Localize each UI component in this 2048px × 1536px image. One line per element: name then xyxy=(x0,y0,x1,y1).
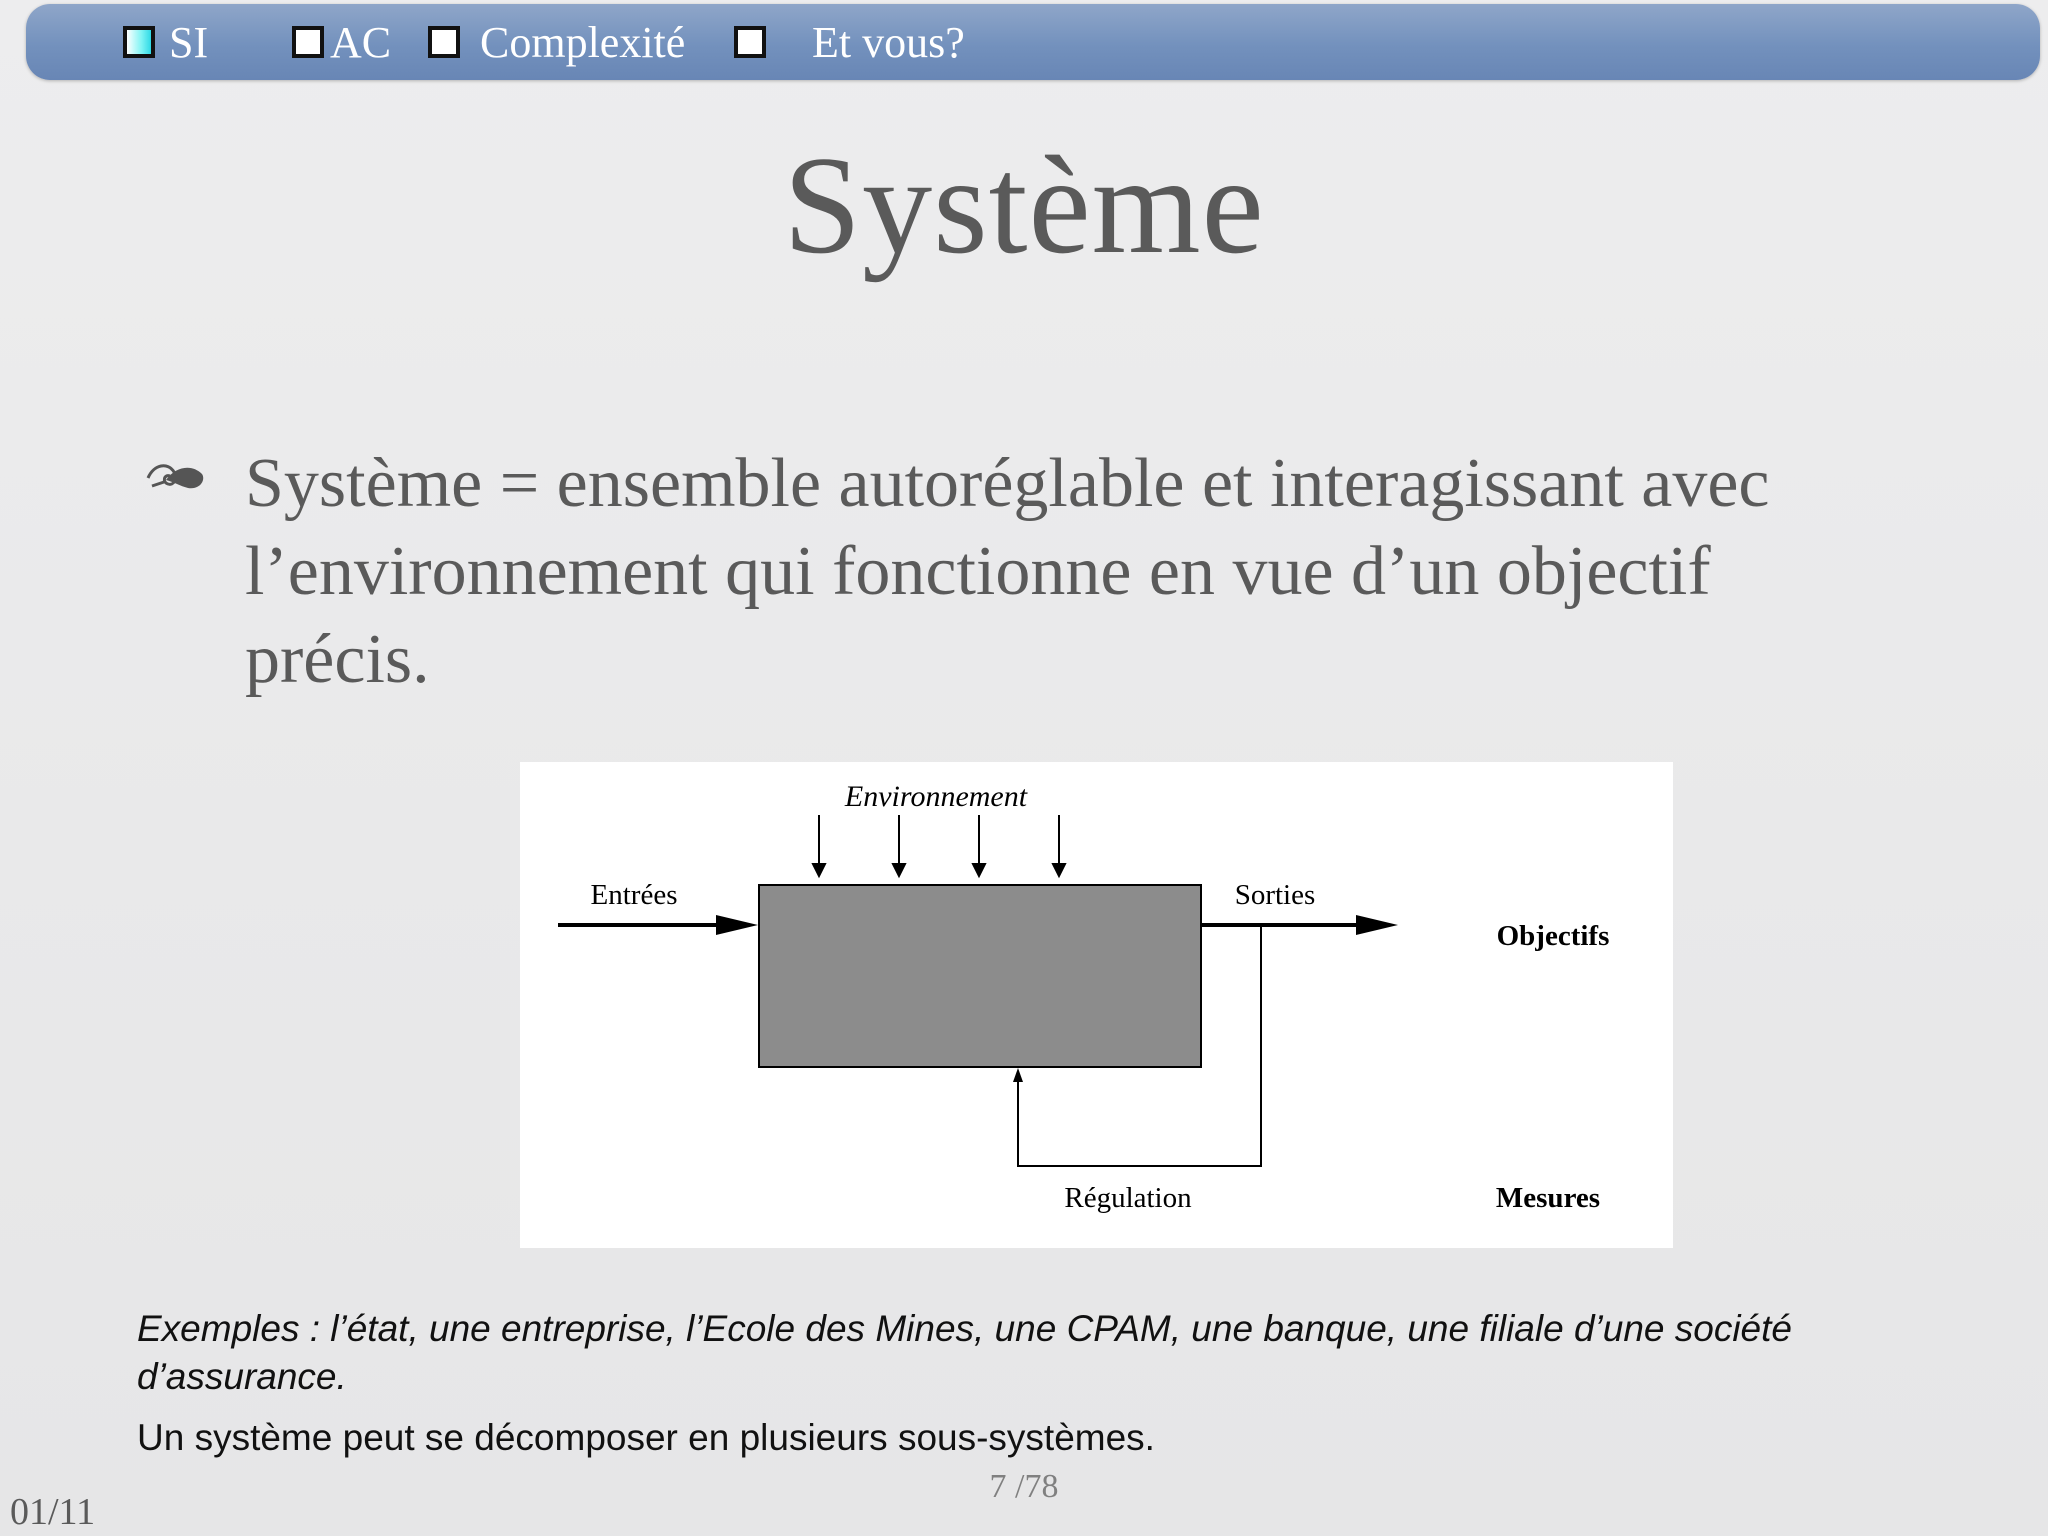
date-label: 01/11 xyxy=(10,1491,96,1533)
nav-item-complexite[interactable] xyxy=(428,17,686,67)
nav-label-complexite: Complexité xyxy=(480,17,686,67)
label-sorties: Sorties xyxy=(1234,879,1316,911)
label-mesures: Mesures xyxy=(1495,1182,1601,1214)
bullet-text: Système = ensemble autoréglable et interagissant avec l’environnement qui fonctionne en vue d’un objectif précis. xyxy=(245,445,1770,698)
label-entrees: Entrées xyxy=(590,879,678,911)
output-arrow-head xyxy=(1356,915,1398,935)
env-arrow-1-head xyxy=(813,864,825,876)
system-diagram-svg xyxy=(520,762,1673,1248)
nav-checkbox-et-vous[interactable] xyxy=(734,26,766,58)
nav-checkbox-complexite[interactable] xyxy=(428,26,460,58)
nav-label-si: SI xyxy=(169,17,209,67)
env-arrow-2-head xyxy=(893,864,905,876)
nav-item-si[interactable] xyxy=(123,17,209,67)
label-regulation: Régulation xyxy=(1064,1182,1192,1214)
nav-item-et-vous[interactable] xyxy=(734,17,965,67)
page-number: 7 /78 xyxy=(989,1468,1059,1505)
nav-label-et-vous: Et vous? xyxy=(812,17,965,67)
subsystems-note: Un système peut se décomposer en plusieurs sous-systèmes. xyxy=(137,1417,1155,1458)
nav-label-ac: AC xyxy=(330,17,392,67)
examples-text: Exemples : l’état, une entreprise, l’Ecole des Mines, une CPAM, une banque, une filiale d’une société d’assurance. xyxy=(137,1308,1792,1397)
env-arrow-3-head xyxy=(973,864,985,876)
regulation-arrow-head xyxy=(1013,1068,1023,1082)
nav-item-ac[interactable] xyxy=(292,17,392,67)
label-environnement: Environnement xyxy=(844,780,1028,813)
system-box xyxy=(759,885,1201,1067)
input-arrow-head xyxy=(716,915,758,935)
environment-arrows xyxy=(813,815,1065,876)
env-arrow-4-head xyxy=(1053,864,1065,876)
label-objectifs: Objectifs xyxy=(1496,920,1610,952)
fleuron-icon xyxy=(144,456,208,496)
nav-checkbox-ac[interactable] xyxy=(292,26,324,58)
slide-title: Système xyxy=(783,128,1265,283)
nav-checkbox-si[interactable] xyxy=(123,26,155,58)
system-diagram xyxy=(520,762,1673,1248)
nav-bar xyxy=(26,4,2040,80)
